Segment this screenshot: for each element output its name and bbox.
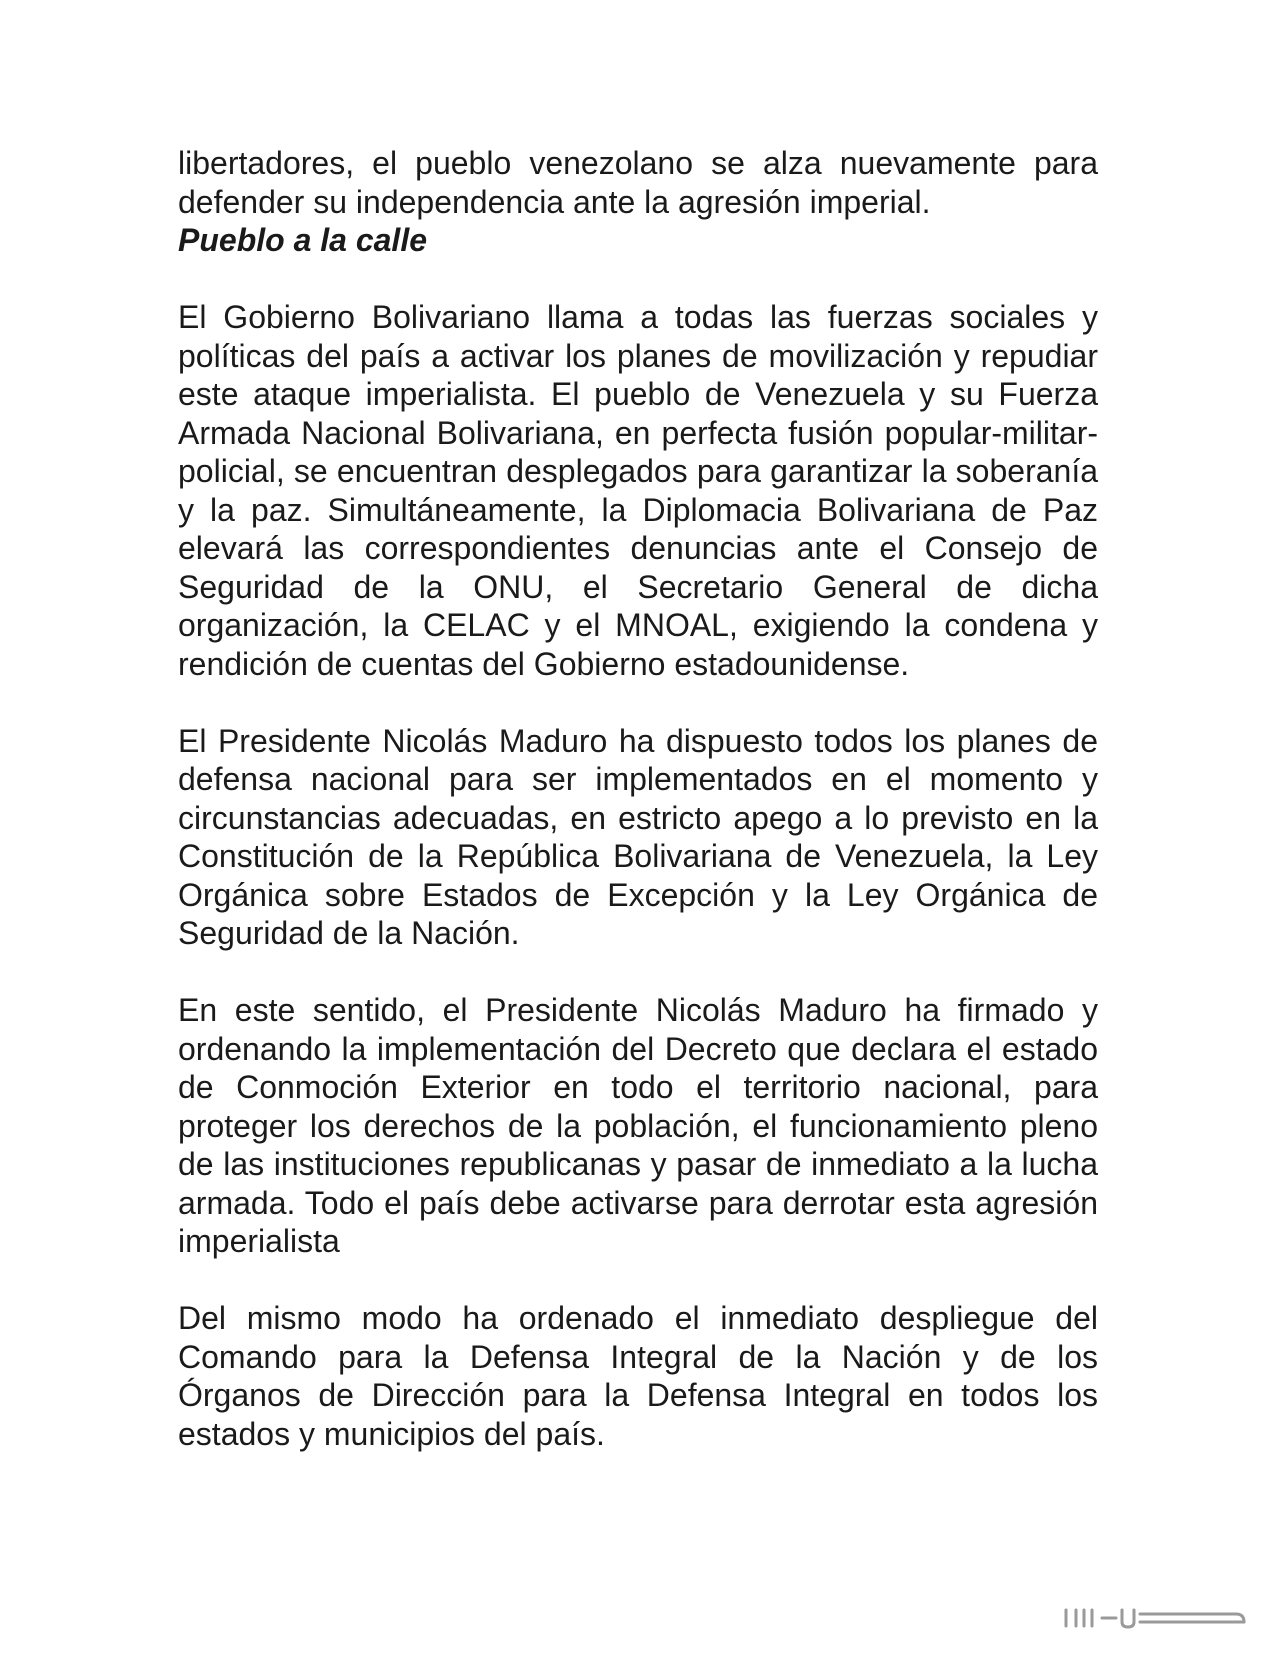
- paragraph-call-to-action: El Gobierno Bolivariano llama a todas las fuerzas sociales y políticas del país a activar los planes de movilización y repudiar este ataque imperialista. El pueblo de Venezuela y su Fuerza Armada Nacional Bolivariana, en perfecta fusión popular-militar-policial, se encuentran desplegados para garantizar la soberanía y la paz. Simultáneamente, la Diplomacia Bolivariana de Paz elevará las correspondientes denuncias ante el Consejo de Seguridad de la ONU, el Secretario General de dicha organización, la CELAC y el MNOAL, exigiendo la condena y rendición de cuentas del Gobierno estadounidense.: [178, 299, 1098, 682]
- paragraph-spacer: [178, 953, 1098, 992]
- paragraph-decree: En este sentido, el Presidente Nicolás Maduro ha firmado y ordenando la implementación del Decreto que declara el estado de Conmoción Exterior en todo el territorio nacional, para proteger los derechos de la población, el funcionamiento pleno de las instituciones republicanas y pasar de inmediato a la lucha armada. Todo el país debe activarse para derrotar esta agresión imperialista: [178, 992, 1098, 1259]
- section-heading: Pueblo a la calle: [178, 222, 427, 258]
- paragraph-spacer: [178, 683, 1098, 722]
- paragraph-spacer: [178, 260, 1098, 299]
- watermark-icon: [1060, 1602, 1250, 1632]
- paragraph-deployment: Del mismo modo ha ordenado el inmediato despliegue del Comando para la Defensa Integral de la Nación y de los Órganos de Dirección para la Defensa Integral en todos los estados y municipios del país.: [178, 1300, 1098, 1452]
- document-body: [178, 144, 1098, 1453]
- paragraph-spacer: [178, 1261, 1098, 1300]
- opening-paragraph: libertadores, el pueblo venezolano se alza nuevamente para defender su independencia ante la agresión imperial.: [178, 145, 1098, 220]
- paragraph-defense-plans: El Presidente Nicolás Maduro ha dispuesto todos los planes de defensa nacional para ser implementados en el momento y circunstancias adecuadas, en estricto apego a lo previsto en la Constitución de la República Bolivariana de Venezuela, la Ley Orgánica sobre Estados de Excepción y la Ley Orgánica de Seguridad de la Nación.: [178, 722, 1098, 951]
